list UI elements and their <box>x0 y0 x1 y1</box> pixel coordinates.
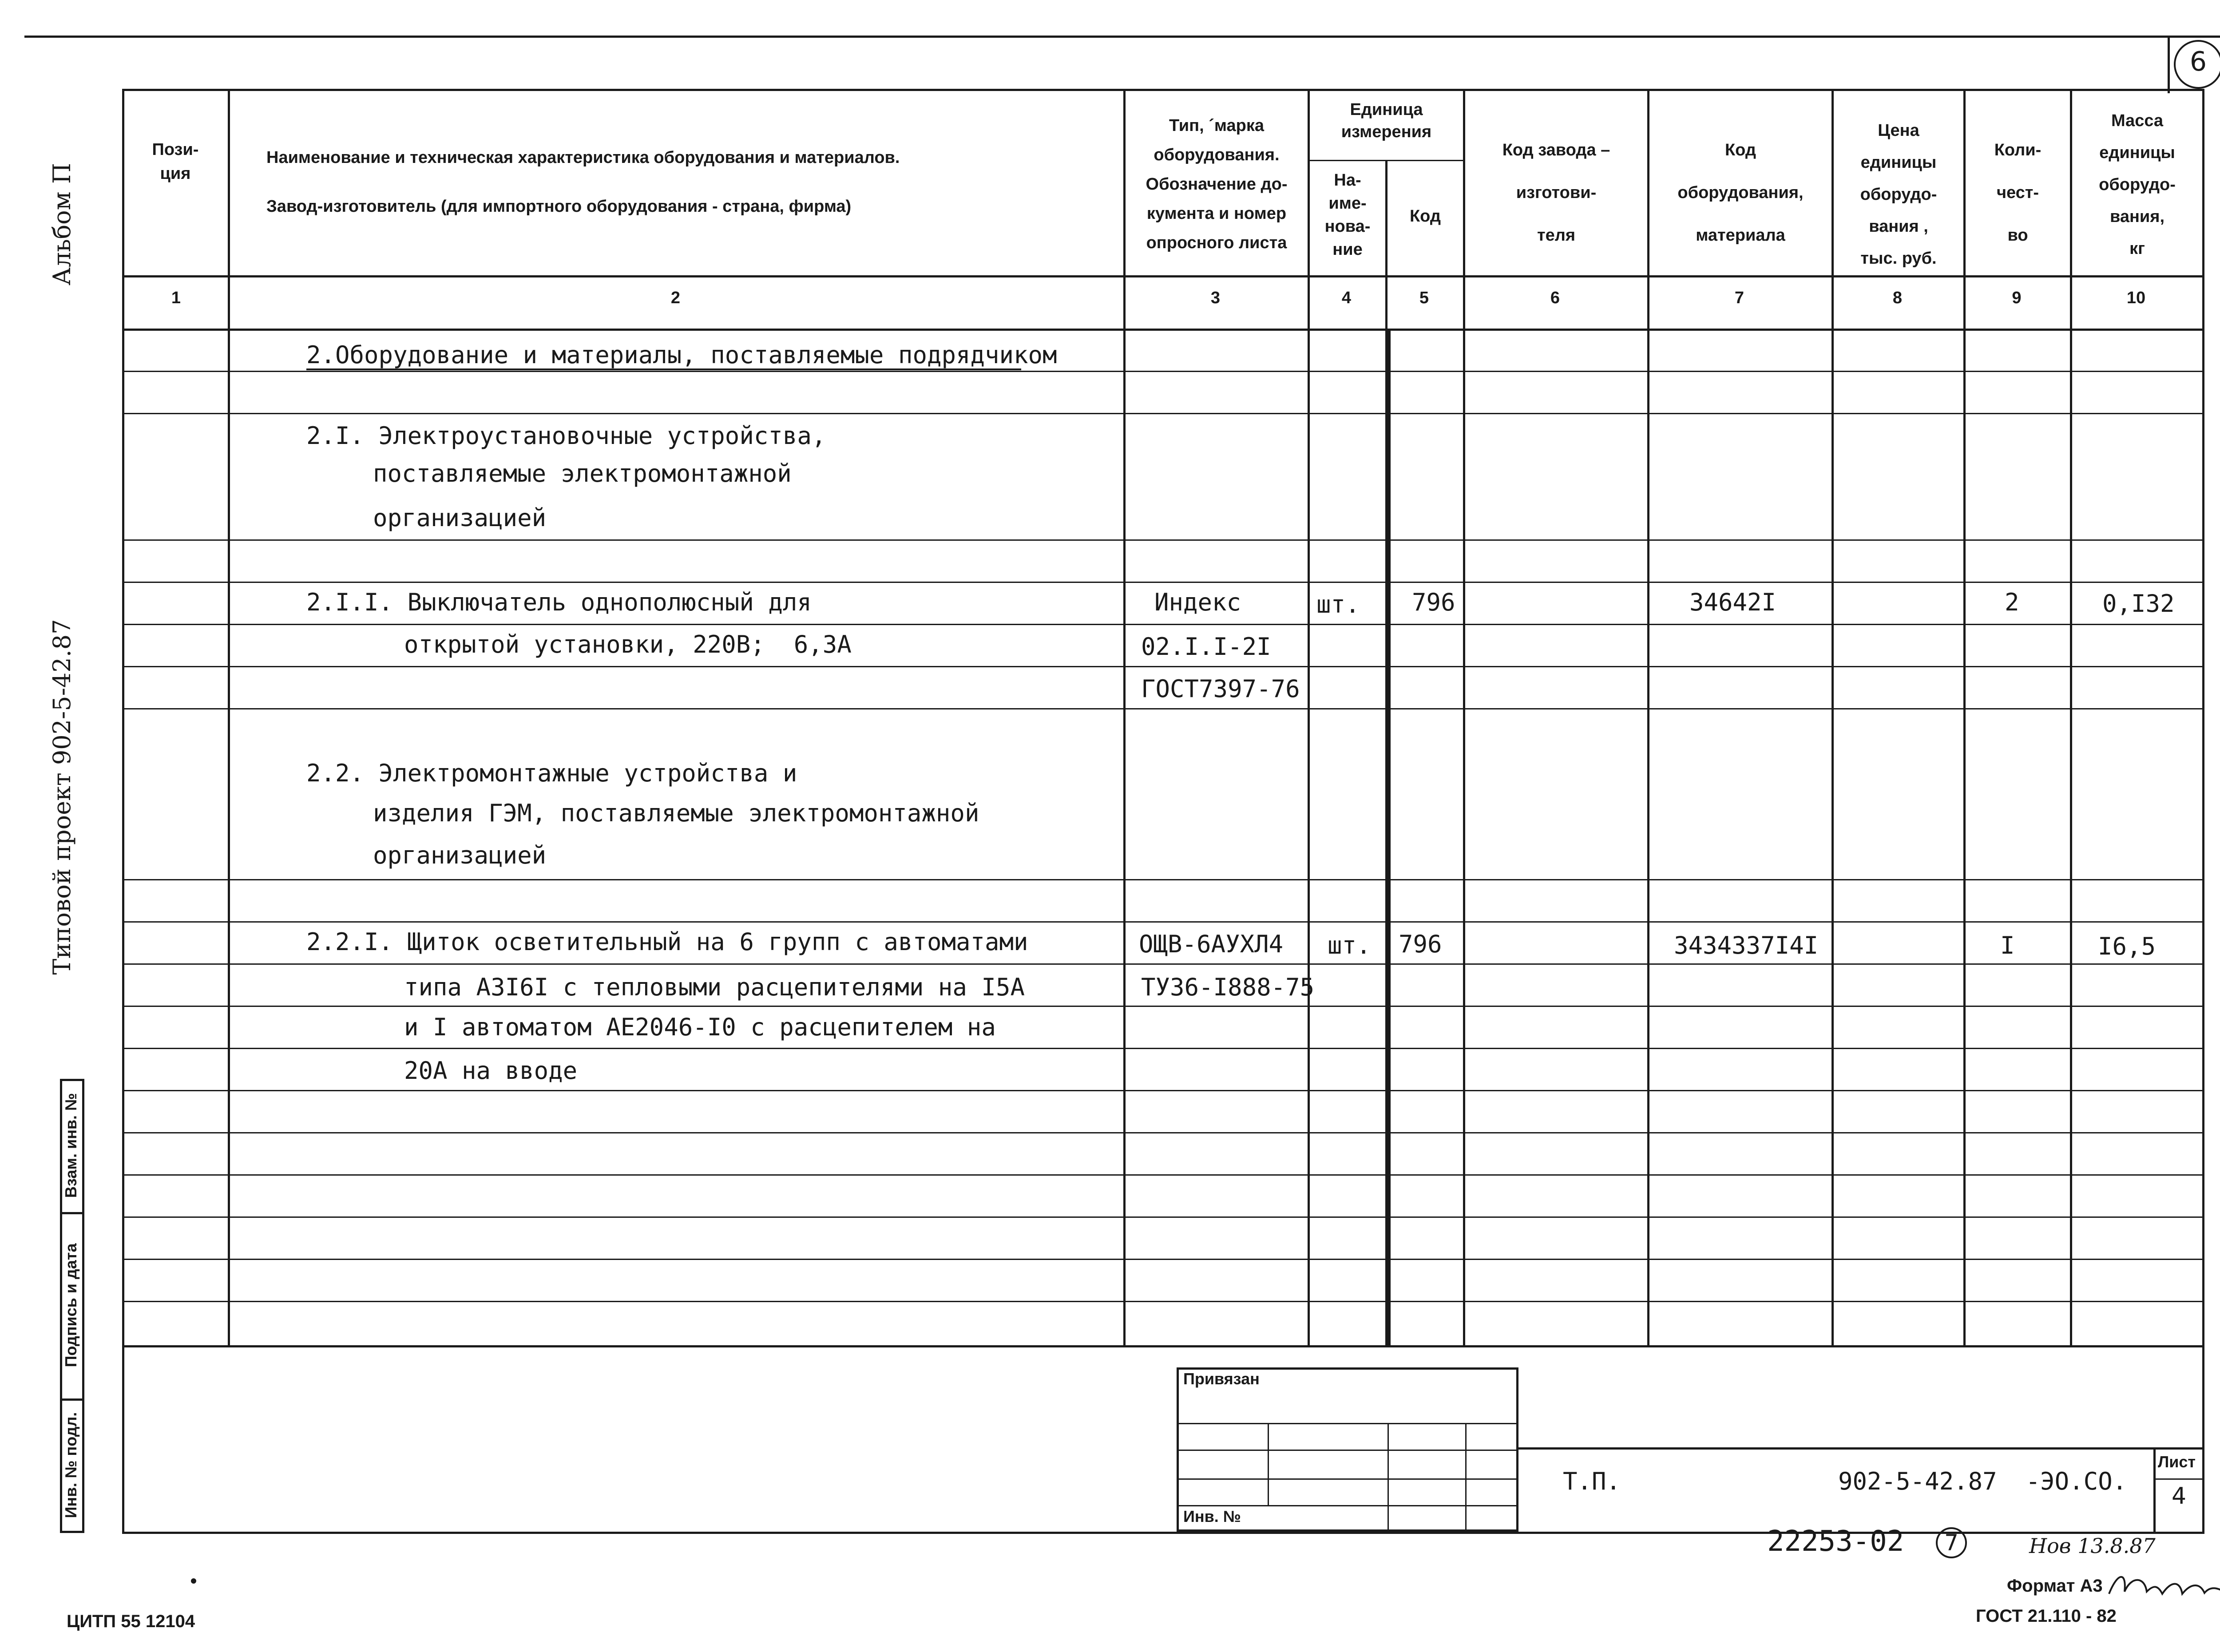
col-number-5: 5 <box>1419 289 1429 307</box>
unit-split-line <box>1308 160 1463 161</box>
row-line <box>122 413 2204 414</box>
row-line <box>122 539 2204 541</box>
footer-number: 22253-02 <box>1767 1525 1904 1558</box>
privyazan-col <box>1465 1423 1467 1532</box>
row-line <box>122 1216 2204 1218</box>
col-number-2: 2 <box>670 289 681 307</box>
row-line <box>122 582 2204 583</box>
item-2-2-1-unit: шт. <box>1328 931 1371 959</box>
item-2-2-1-line-2: типа А3I6I с тепловыми расцепителями на I5А <box>404 973 1025 1001</box>
gost-label: ГОСТ 21.110 - 82 <box>1976 1606 2117 1626</box>
header-col-9: Коли- чест- во <box>1994 141 2042 245</box>
album-label: Альбом П <box>48 163 76 285</box>
row-line <box>122 1301 2204 1302</box>
header-unit-group: Единица измерения <box>1341 100 1432 141</box>
row-line <box>122 624 2204 625</box>
item-2-1-1-type-1: Индекс <box>1154 588 1241 616</box>
handwritten-note: Нов 13.8.87 <box>2029 1534 2156 1558</box>
section-2-title: 2.Оборудование и материалы, поставляемые подрядчиком <box>306 341 1057 369</box>
doc-code: 902-5-42.87 -ЭО.СО. <box>1838 1467 2127 1495</box>
item-2-2-1-code: 796 <box>1399 930 1442 958</box>
section-2-2-line-2: изделия ГЭМ, поставляемые электромонтажной <box>373 799 979 827</box>
row-line <box>122 1090 2204 1091</box>
footer-number-circle: 7 <box>1936 1527 1967 1558</box>
privyazan-row <box>1177 1478 1518 1480</box>
item-2-1-1-line-1: 2.I.I. Выключатель однополюсный для <box>306 588 812 616</box>
project-label: Типовой проект 902-5-42.87 <box>48 619 76 975</box>
header-col-1: Пози- ция <box>152 140 199 183</box>
privyazan-col <box>1268 1423 1269 1505</box>
frame-top <box>122 89 2204 91</box>
header-col-6: Код завода – изготови- теля <box>1502 141 1610 245</box>
list-value: 4 <box>2171 1483 2187 1509</box>
top-right-divider <box>2168 36 2170 93</box>
row-line <box>122 371 2204 372</box>
item-2-1-1-unit: шт. <box>1316 590 1360 618</box>
stamp-vzam: Взам. инв. № <box>62 1093 80 1198</box>
section-2-1-line-2: поставляемые электромонтажной <box>373 460 792 487</box>
section-2-2-line-3: организацией <box>373 841 547 869</box>
item-2-1-1-mass: 0,I32 <box>2102 590 2175 618</box>
inv-no-label: Инв. № <box>1183 1507 1241 1525</box>
item-2-2-1-type-2: ТУ36-I888-75 <box>1141 973 1315 1001</box>
item-2-2-1-line-3: и I автоматом АЕ2046-I0 с расцепителем на <box>404 1013 996 1041</box>
col-number-8: 8 <box>1892 289 1903 307</box>
row-line <box>122 1174 2204 1176</box>
header-bottom <box>122 275 2204 277</box>
item-2-1-1-type-2: 02.I.I-2I <box>1141 633 1271 661</box>
list-label: Лист <box>2158 1453 2196 1471</box>
header-col-7: Код оборудования, материала <box>1677 141 1804 245</box>
section-2-underline <box>306 368 1021 370</box>
item-2-2-1-line-4: 20А на вводе <box>404 1057 578 1085</box>
item-2-1-1-code: 796 <box>1412 588 1455 616</box>
col-number-4: 4 <box>1341 289 1352 307</box>
section-2-2-line-1: 2.2. Электромонтажные устройства и <box>306 759 797 787</box>
privyazan-row <box>1177 1423 1518 1424</box>
item-2-2-1-line-1: 2.2.I. Щиток осветительный на 6 групп с автоматами <box>306 928 1028 956</box>
list-row <box>2153 1478 2204 1480</box>
dot-mark <box>191 1578 196 1584</box>
col-number-7: 7 <box>1734 289 1744 307</box>
item-2-1-1-type-3: ГОСТ7397-76 <box>1141 675 1300 703</box>
row-line <box>122 666 2204 667</box>
col-number-10: 10 <box>2126 289 2146 307</box>
privyazan-row <box>1177 1450 1518 1451</box>
header-col-8: Цена единицы оборудо- вания , тыс. руб. <box>1860 121 1937 268</box>
stamp-div-1 <box>60 1212 84 1214</box>
stamp-inv: Инв. № подл. <box>62 1412 80 1518</box>
numbers-bottom <box>122 329 2204 331</box>
privyazan-row <box>1177 1505 1518 1506</box>
row-line <box>122 1132 2204 1133</box>
tp-label: Т.П. <box>1563 1467 1621 1495</box>
signature <box>2105 1567 2220 1607</box>
header-col-2: Наименование и техническая характеристика оборудования и материалов. Завод-изготовитель (для импортного оборудования - страна, фирма) <box>266 148 900 216</box>
header-col-4: На- име- нова- ние <box>1324 171 1371 259</box>
item-2-2-1-quantity: I <box>2000 931 2015 959</box>
section-2-1-line-3: организацией <box>373 504 547 532</box>
header-col-5: Код <box>1409 207 1441 226</box>
bold-col-line <box>1388 331 1391 1345</box>
left-code: ЦИТП 55 12104 <box>67 1612 195 1631</box>
col-number-3: 3 <box>1210 289 1221 307</box>
section-2-1-line-1: 2.I. Электроустановочные устройства, <box>306 422 826 450</box>
stamp-right-border <box>82 1079 84 1532</box>
item-2-2-1-material-code: 3434337I4I <box>1674 931 1819 959</box>
item-2-1-1-quantity: 2 <box>2005 588 2019 616</box>
row-line <box>122 921 2204 923</box>
row-line <box>122 963 2204 965</box>
row-line <box>122 879 2204 880</box>
item-2-1-1-material-code: 34642I <box>1689 588 1776 616</box>
row-line <box>122 1006 2204 1007</box>
col-number-9: 9 <box>2012 289 2022 307</box>
privyazan-col <box>1388 1423 1389 1532</box>
sheet-number-circle: 6 <box>2174 40 2220 89</box>
privyazan-label: Привязан <box>1183 1370 1260 1388</box>
frame-right <box>2202 89 2204 1534</box>
top-border <box>24 36 2220 38</box>
header-col-3: Тип, ´марка оборудования. Обозначение до- кумента и номер опросного листа <box>1146 116 1288 252</box>
format-label: Формат А3 <box>2007 1576 2103 1596</box>
col-number-1: 1 <box>171 289 181 307</box>
item-2-2-1-type-1: ОЩВ-6АУХЛ4 <box>1139 930 1284 958</box>
row-line <box>122 1048 2204 1049</box>
stamp-podpis: Подпись и дата <box>62 1243 80 1367</box>
item-2-1-1-line-2: открытой установки, 220В; 6,3А <box>404 630 852 658</box>
item-2-2-1-mass: I6,5 <box>2098 932 2156 960</box>
row-line <box>122 708 2204 709</box>
col-number-6: 6 <box>1550 289 1560 307</box>
table-bottom <box>122 1345 2204 1347</box>
row-line <box>122 1259 2204 1260</box>
header-col-10: Масса единицы оборудо- вания, кг <box>2099 111 2176 258</box>
docblock-top <box>1518 1447 2204 1450</box>
